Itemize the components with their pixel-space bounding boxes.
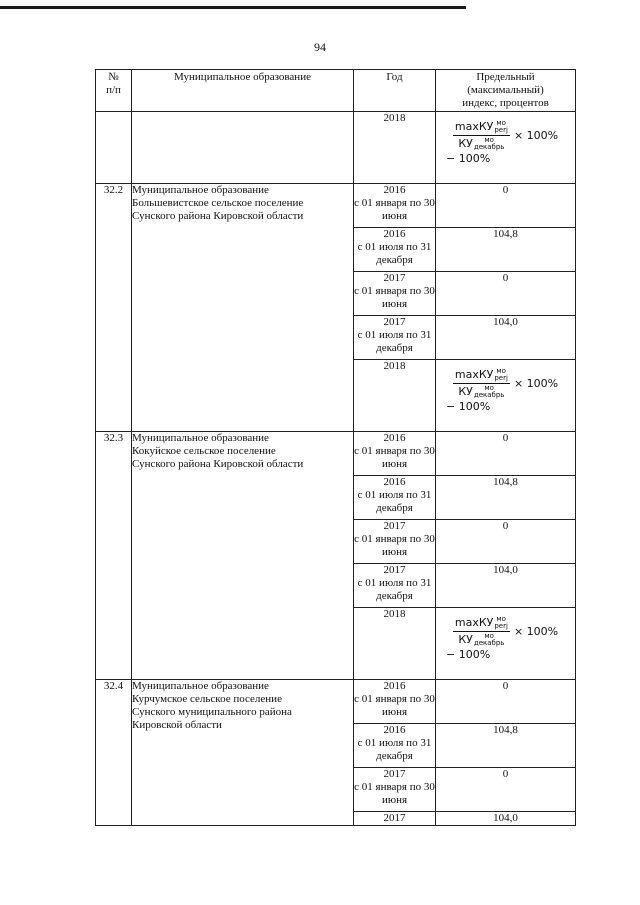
year-value: 2018 [383, 608, 406, 620]
formula-times: × 100% [513, 377, 559, 390]
year-period: с 01 июля по 31 декабря [357, 329, 432, 354]
index-value-cell: 0 [436, 680, 576, 724]
formula-sub: perj [494, 126, 508, 134]
year-cell [354, 680, 436, 724]
formula-minus: − 100% [446, 152, 491, 165]
municipality-name-line: Кокуйское сельское поселение [132, 445, 276, 457]
index-value-cell: 104,0 [436, 564, 576, 608]
year-cell [354, 432, 436, 476]
formula-sup: мо [496, 367, 506, 375]
formula-sub: декабрь [473, 143, 505, 151]
top-rule [0, 6, 466, 9]
formula-subscripts [474, 137, 505, 151]
year-value: 2017 [383, 316, 406, 328]
index-value-cell [436, 608, 576, 680]
header-year: Год [354, 70, 436, 112]
year-period: с 01 января по 30 июня [354, 445, 435, 470]
year-value: 2016 [383, 228, 406, 240]
formula-denominator: КУ мо декабрь [458, 384, 505, 399]
index-value-cell [436, 112, 576, 184]
year-cell [354, 608, 436, 680]
formula-subscripts [474, 385, 505, 399]
year-period: с 01 июля по 31 декабря [357, 737, 432, 762]
formula-sub: perj [494, 622, 508, 630]
formula-denominator: КУ мо декабрь [458, 632, 505, 647]
municipality-name-line: Кировской области [132, 719, 222, 731]
formula-fraction [453, 368, 510, 399]
year-period: с 01 июля по 31 декабря [357, 489, 432, 514]
header-name: Муниципальное образование [132, 70, 354, 112]
year-period: с 01 января по 30 июня [354, 533, 435, 558]
year-cell [354, 564, 436, 608]
formula-sup: мо [484, 136, 494, 144]
formula-times: × 100% [513, 625, 559, 638]
header-row [96, 70, 576, 112]
municipality-name-line: Муниципальное образование [132, 680, 269, 692]
formula-sub: декабрь [473, 639, 505, 647]
year-period: с 01 января по 30 июня [354, 197, 435, 222]
formula-subscripts [494, 120, 508, 134]
formula-block [436, 112, 575, 165]
municipality-name-cell [132, 432, 354, 680]
formula-sup: мо [496, 119, 506, 127]
year-period: с 01 января по 30 июня [354, 285, 435, 310]
formula-numerator: maxКУ мо perj [454, 119, 508, 134]
index-value-cell: 0 [436, 432, 576, 476]
formula-block [436, 608, 575, 661]
year-value: 2017 [383, 768, 406, 780]
year-cell [354, 272, 436, 316]
index-value-cell [436, 360, 576, 432]
municipality-name-cell [132, 680, 354, 826]
formula-times: × 100% [513, 129, 559, 142]
formula-expression [453, 616, 558, 647]
year-cell [354, 184, 436, 228]
year-period: с 01 января по 30 июня [354, 693, 435, 718]
index-value-cell: 0 [436, 272, 576, 316]
table-row [96, 680, 576, 724]
year-value: 2016 [383, 724, 406, 736]
table-row [96, 112, 576, 184]
year-cell [354, 520, 436, 564]
year-cell [354, 228, 436, 272]
formula-numerator: maxКУ мо perj [454, 367, 508, 382]
index-value-cell: 104,0 [436, 812, 576, 826]
formula-expression [453, 368, 558, 399]
year-cell [354, 812, 436, 826]
table-row [96, 184, 576, 228]
formula-sub: декабрь [473, 391, 505, 399]
index-value-cell: 0 [436, 184, 576, 228]
year-cell [354, 316, 436, 360]
index-value-cell: 0 [436, 520, 576, 564]
formula-minus: − 100% [446, 400, 491, 413]
year-value: 2018 [383, 112, 406, 124]
formula-minus: − 100% [446, 648, 491, 661]
municipality-name-line: Сунского муниципального района [132, 706, 292, 718]
year-value: 2017 [383, 564, 406, 576]
index-value-cell: 0 [436, 768, 576, 812]
year-value: 2016 [383, 476, 406, 488]
formula-subscripts [494, 368, 508, 382]
municipality-name-line: Сунского района Кировской области [132, 210, 304, 222]
year-cell [354, 476, 436, 520]
year-cell [354, 112, 436, 184]
year-cell [354, 360, 436, 432]
year-value: 2016 [383, 184, 406, 196]
row-number-cell: 32.4 [96, 680, 132, 826]
formula-subscripts [474, 633, 505, 647]
municipality-name-line: Муниципальное образование [132, 432, 269, 444]
index-value-cell: 104,8 [436, 228, 576, 272]
header-num: № п/п [96, 70, 132, 112]
year-period: с 01 июля по 31 декабря [357, 577, 432, 602]
row-number-cell: 32.2 [96, 184, 132, 432]
index-value-cell: 104,0 [436, 316, 576, 360]
municipality-name-cell [132, 112, 354, 184]
formula-expression [453, 120, 558, 151]
formula-fraction [453, 616, 510, 647]
municipality-name-cell [132, 184, 354, 432]
row-number-cell: 32.3 [96, 432, 132, 680]
formula-denominator: КУ мо декабрь [458, 136, 505, 151]
year-period: с 01 июля по 31 декабря [357, 241, 432, 266]
year-period: с 01 января по 30 июня [354, 781, 435, 806]
formula-numerator: maxКУ мо perj [454, 615, 508, 630]
year-cell [354, 768, 436, 812]
formula-sup: мо [484, 632, 494, 640]
year-value: 2017 [383, 272, 406, 284]
formula-fraction [453, 120, 510, 151]
formula-sup: мо [484, 384, 494, 392]
page-number: 94 [314, 40, 326, 54]
formula-sup: мо [496, 615, 506, 623]
header-value: Предельный (максимальный) индекс, процентов [436, 70, 576, 112]
year-cell [354, 724, 436, 768]
year-value: 2017 [383, 812, 406, 824]
year-value: 2017 [383, 520, 406, 532]
table-row [96, 432, 576, 476]
formula-subscripts [494, 616, 508, 630]
municipality-name-line: Муниципальное образование [132, 184, 269, 196]
year-value: 2016 [383, 432, 406, 444]
municipality-name-line: Большевистское сельское поселение [132, 197, 304, 209]
index-table [95, 69, 576, 826]
municipality-name-line: Курчумское сельское поселение [132, 693, 282, 705]
year-value: 2016 [383, 680, 406, 692]
municipality-name-line: Сунского района Кировской области [132, 458, 304, 470]
year-value: 2018 [383, 360, 406, 372]
row-number-cell [96, 112, 132, 184]
index-value-cell: 104,8 [436, 476, 576, 520]
index-value-cell: 104,8 [436, 724, 576, 768]
formula-sub: perj [494, 374, 508, 382]
formula-block [436, 360, 575, 413]
